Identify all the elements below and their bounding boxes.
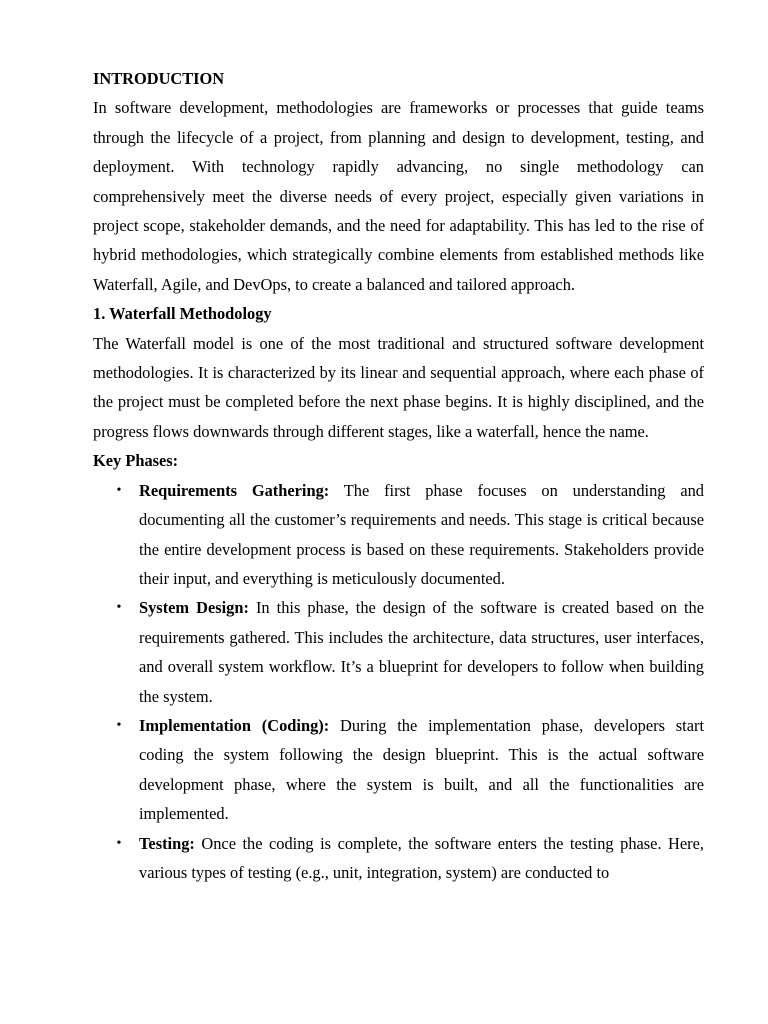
bullet-icon: • bbox=[116, 835, 122, 851]
bullet-icon: • bbox=[116, 482, 122, 498]
section-heading-waterfall: 1. Waterfall Methodology bbox=[93, 304, 272, 324]
phase-description: During the implementation phase, developers start coding the system following the design blueprint. This is the actual software development phase, where the system is built, and all the functionalities are implemented. bbox=[139, 715, 705, 824]
phase-description: Once the coding is complete, the software enters the testing phase. Here, various types of testing (e.g., unit, integration, system) are conducted to bbox=[139, 833, 704, 882]
intro-paragraph: In software development, methodologies are frameworks or processes that guide teams through the lifecycle of a project, from planning and design to development, testing, and deployment. With technology rapidly advancing, no single methodology can comprehensively meet the diverse needs of every project, especially given variations in project scope, stakeholder demands, and the need for adaptability. This has led to the rise of hybrid methodologies, which strategically combine elements from established methods like Waterfall, Agile, and DevOps, to create a balanced and tailored approach. bbox=[93, 98, 704, 294]
waterfall-paragraph: The Waterfall model is one of the most traditional and structured software development methodologies. It is characterized by its linear and sequential approach, where each phase of the project must be completed before the next phase begins. It is highly disciplined, and the progress flows downwards through different stages, like a waterfall, hence the name. bbox=[93, 333, 704, 441]
phase-term: Requirements Gathering: bbox=[139, 480, 330, 500]
bullet-icon: • bbox=[116, 600, 122, 616]
intro-heading: INTRODUCTION bbox=[93, 69, 225, 88]
phase-term: System Design: bbox=[139, 598, 249, 618]
key-phases-heading: Key Phases: bbox=[93, 451, 179, 471]
document-page bbox=[93, 64, 704, 887]
phase-term: Implementation (Coding): bbox=[139, 715, 330, 735]
list-item-implementation bbox=[93, 711, 704, 829]
phase-description: In this phase, the design of the software is created based on the requirements gathered. This includes the architecture, data structures, user interfaces, and overall system workflow. It’s a blueprint for developers to follow when building the system. bbox=[139, 598, 704, 706]
phase-description: The first phase focuses on understanding and documenting all the customer’s requirements and needs. This stage is critical because the entire development process is based on these requirements. Stakeholders provide their input, and everything is meticulously documented. bbox=[139, 480, 704, 588]
list-item-system-design bbox=[93, 593, 704, 711]
list-item-requirements-gathering bbox=[93, 476, 704, 594]
key-phases-list bbox=[93, 476, 704, 888]
list-item-testing bbox=[93, 829, 704, 888]
bullet-icon: • bbox=[116, 717, 122, 733]
phase-term: Testing: bbox=[139, 833, 195, 853]
